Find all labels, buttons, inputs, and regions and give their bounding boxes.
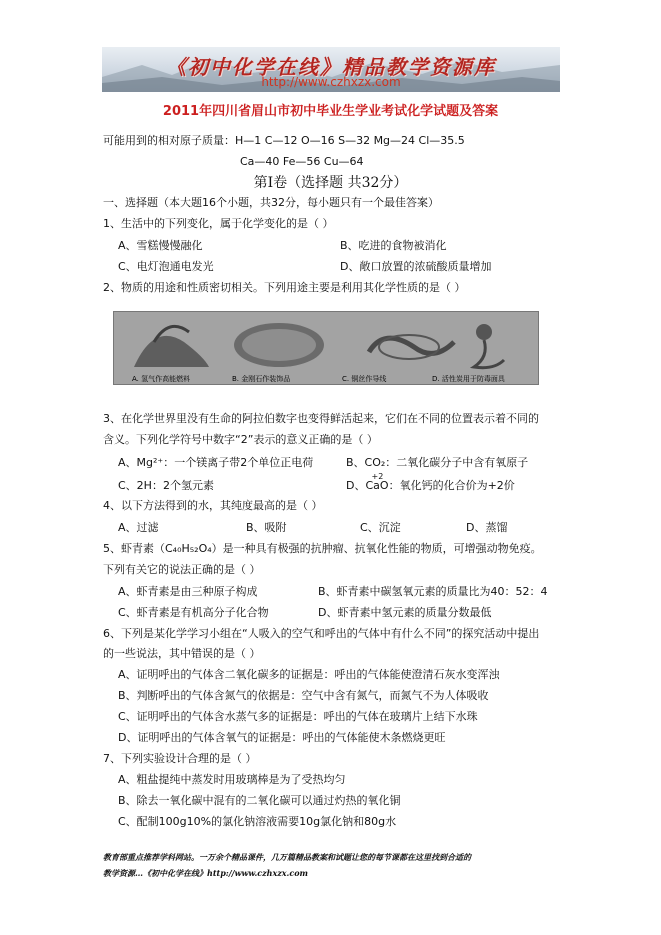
cao-formula: [365, 472, 389, 493]
footer-line-2[interactable]: 教学资源…《初中化学在线》http://www.czhxzx.com: [103, 868, 309, 878]
question-4-option-c: C、沉淀: [360, 521, 401, 534]
question-1-option-d: D、敞口放置的浓硫酸质量增加: [340, 260, 492, 273]
question-5-option-a: A、虾青素是由三种原子构成: [118, 585, 258, 598]
question-3-stem-line-2: 含义。下列化学符号中数字“2”表示的意义正确的是（ ）: [103, 433, 378, 446]
question-4-option-d: D、蒸馏: [466, 521, 508, 534]
header-banner: [102, 47, 560, 92]
question-5-option-b: B、虾青素中碳氢氧元素的质量比为40：52：4: [318, 585, 548, 598]
question-6-stem-line-2: 的一些说法，其中错误的是（ ）: [103, 647, 261, 660]
question-6-option-a: A、证明呼出的气体含二氧化碳多的证据是：呼出的气体能使澄清石灰水变浑浊: [118, 668, 500, 681]
question-6-stem-line-1: 6、下列是某化学学习小组在“人吸入的空气和呼出的气体中有什么不同”的探究活动中提出: [103, 627, 540, 640]
question-3-option-d-prefix: D、: [346, 479, 366, 492]
question-5-option-d: D、虾青素中氢元素的质量分数最低: [318, 606, 492, 619]
question-4-option-b: B、吸附: [246, 521, 287, 534]
question-3-option-d: [346, 472, 515, 493]
banner-title: 《初中化学在线》精品教学资源库: [166, 55, 496, 79]
question-1-option-a: A、雪糕慢慢融化: [118, 239, 203, 252]
figure-label-d: D. 活性炭用于防毒面具: [432, 375, 505, 383]
banner-url-link[interactable]: http://www.czhxzx.com: [261, 75, 401, 89]
question-1-stem: 1、生活中的下列变化，属于化学变化的是（ ）: [103, 217, 334, 230]
figure-label-b: B. 金刚石作装饰品: [232, 375, 291, 383]
atomic-masses-line-2: Ca—40 Fe—56 Cu—64: [240, 155, 364, 168]
question-6-option-d: D、证明呼出的气体含氧气的证据是：呼出的气体能使木条燃烧更旺: [118, 731, 446, 744]
question-3-option-d-text: ：氧化钙的化合价为+2价: [388, 479, 515, 492]
question-7-option-c: C、配制100g10%的氯化钠溶液需要10g氯化钠和80g水: [118, 815, 397, 828]
question-3-option-b: B、CO₂：二氧化碳分子中含有氧原子: [346, 456, 529, 469]
instructions: 一、选择题（本大题16个小题，共32分，每小题只有一个最佳答案）: [103, 196, 439, 209]
figure-label-c: C. 铜丝作导线: [342, 375, 387, 383]
question-5-option-c: C、虾青素是有机高分子化合物: [118, 606, 269, 619]
question-1-option-c: C、电灯泡通电发光: [118, 260, 214, 273]
question-3-stem-line-1: 3、在化学世界里没有生命的阿拉伯数字也变得鲜活起来，它们在不同的位置表示着不同的: [103, 412, 539, 425]
question-6-option-c: C、证明呼出的气体含水蒸气多的证据是：呼出的气体在玻璃片上结下水珠: [118, 710, 478, 723]
question-3-option-c: C、2H：2个氢元素: [118, 479, 214, 492]
atomic-masses-line-1: 可能用到的相对原子质量：H—1 C—12 O—16 S—32 Mg—24 Cl—35.5: [103, 134, 465, 147]
question-7-option-a: A、粗盐提纯中蒸发时用玻璃棒是为了受热均匀: [118, 773, 346, 786]
question-2-photo-illustration: [114, 312, 538, 384]
question-3-option-a: A、Mg²⁺：一个镁离子带2个单位正电荷: [118, 456, 314, 469]
question-7-option-b: B、除去一氧化碳中混有的二氧化碳可以通过灼热的氧化铜: [118, 794, 401, 807]
footer-line-1: 教育部重点推荐学科网站。一万余个精品课件，几万篇精品教案和试题让您的每节课都在这里找到合适的: [103, 852, 471, 862]
question-4-option-a: A、过滤: [118, 521, 159, 534]
cao-text: CaO: [365, 479, 389, 492]
cao-valence: +2: [371, 472, 384, 481]
question-2-figure: [113, 311, 539, 385]
question-2-stem: 2、物质的用途和性质密切相关。下列用途主要是利用其化学性质的是（ ）: [103, 281, 466, 294]
question-4-stem: 4、以下方法得到的水，其纯度最高的是（ ）: [103, 499, 323, 512]
figure-label-a: A. 氢气作高能燃料: [132, 375, 191, 383]
question-1-option-b: B、吃进的食物被消化: [340, 239, 447, 252]
question-5-stem-line-2: 下列有关它的说法正确的是（ ）: [103, 563, 261, 576]
question-5-stem-line-1: 5、虾青素（C₄₀H₅₂O₄）是一种具有极强的抗肿瘤、抗氧化性能的物质，可增强动物免疫。: [103, 542, 542, 555]
question-6-option-b: B、判断呼出的气体含氮气的依据是：空气中含有氮气，而氮气不为人体吸收: [118, 689, 489, 702]
section-title: 第Ⅰ卷（选择题 共32分）: [253, 175, 408, 191]
document-title: 2011年四川省眉山市初中毕业生学业考试化学试题及答案: [162, 104, 499, 119]
question-7-stem: 7、下列实验设计合理的是（ ）: [103, 752, 257, 765]
